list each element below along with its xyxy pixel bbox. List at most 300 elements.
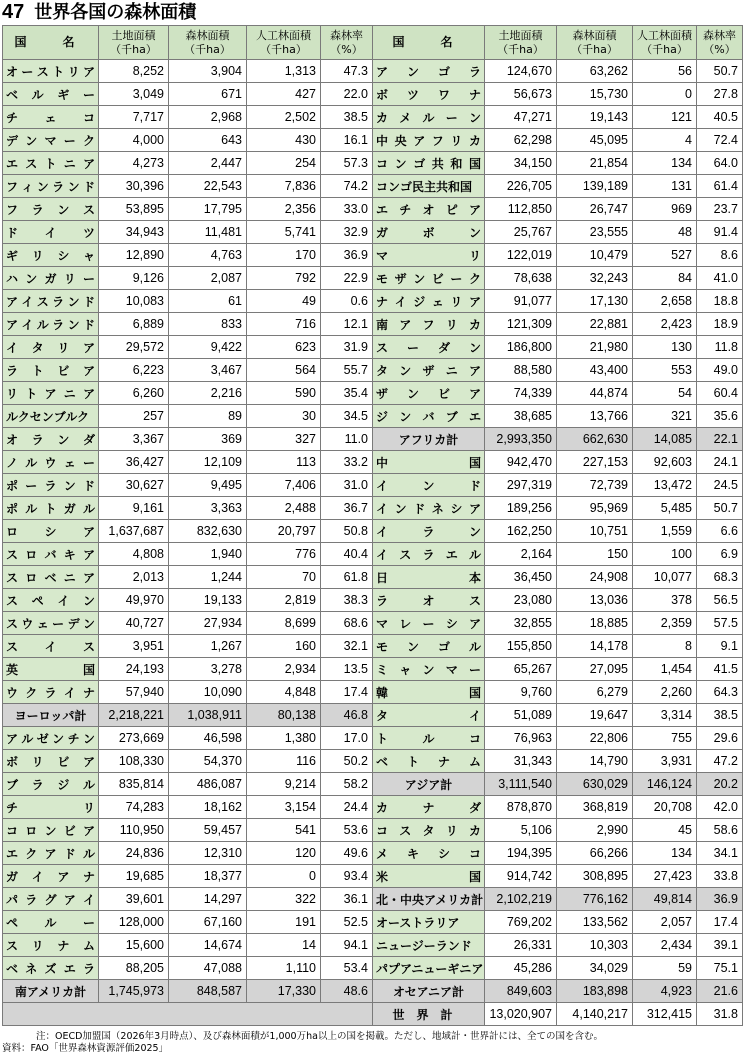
country-name: ア ル ゼ ン チ ン [3, 727, 99, 750]
header-forest: 森林面積 （千ha） [169, 26, 247, 60]
forest-rate: 17.0 [321, 727, 373, 750]
forest-rate: 35.4 [321, 382, 373, 405]
table-row [3, 934, 743, 957]
forest-area: 2,447 [169, 152, 247, 175]
table-row [3, 980, 743, 1003]
forest-area: 183,898 [557, 980, 633, 1003]
forest-area: 1,267 [169, 635, 247, 658]
land-area: 23,080 [485, 589, 557, 612]
planted-area: 1,110 [247, 957, 321, 980]
forest-rate: 58.6 [697, 819, 743, 842]
forest-rate: 6.9 [697, 543, 743, 566]
forest-area: 21,980 [557, 336, 633, 359]
planted-area: 4 [633, 129, 697, 152]
table-row [3, 198, 743, 221]
land-area: 2,164 [485, 543, 557, 566]
forest-rate: 41.0 [697, 267, 743, 290]
forest-area: 9,495 [169, 474, 247, 497]
forest-area: 3,278 [169, 658, 247, 681]
forest-rate: 72.4 [697, 129, 743, 152]
planted-area: 10,077 [633, 566, 697, 589]
table-row [3, 842, 743, 865]
forest-rate: 33.0 [321, 198, 373, 221]
forest-area: 6,279 [557, 681, 633, 704]
land-area: 4,808 [99, 543, 169, 566]
forest-rate: 68.6 [321, 612, 373, 635]
forest-rate: 91.4 [697, 221, 743, 244]
forest-rate: 49.6 [321, 842, 373, 865]
header-forest: 森林面積 （千ha） [557, 26, 633, 60]
forest-rate: 36.7 [321, 497, 373, 520]
forest-rate: 36.1 [321, 888, 373, 911]
forest-rate: 47.2 [697, 750, 743, 773]
table-row [3, 566, 743, 589]
forest-area: 63,262 [557, 60, 633, 83]
land-area: 13,020,907 [485, 1003, 557, 1026]
planted-area: 590 [247, 382, 321, 405]
forest-rate: 31.8 [697, 1003, 743, 1026]
table-row [3, 244, 743, 267]
country-name: イ ラ ン [373, 520, 485, 543]
country-name: 英 国 [3, 658, 99, 681]
forest-area: 22,806 [557, 727, 633, 750]
land-area: 30,627 [99, 474, 169, 497]
forest-rate: 34.1 [697, 842, 743, 865]
planted-area: 120 [247, 842, 321, 865]
country-name: イ ン ド ネ シ ア [373, 497, 485, 520]
header-planted: 人工林面積 （千ha） [247, 26, 321, 60]
forest-rate: 61.4 [697, 175, 743, 198]
forest-rate: 38.3 [321, 589, 373, 612]
forest-area: 13,036 [557, 589, 633, 612]
forest-area: 89 [169, 405, 247, 428]
planted-area: 776 [247, 543, 321, 566]
forest-rate: 48.6 [321, 980, 373, 1003]
country-name: コンゴ民主共和国 [373, 175, 485, 198]
table-row [3, 612, 743, 635]
header-planted: 人工林面積 （千ha） [633, 26, 697, 60]
forest-area: 139,189 [557, 175, 633, 198]
planted-area: 134 [633, 842, 697, 865]
country-name: ス イ ス [3, 635, 99, 658]
country-name: ポ ル ト ガ ル [3, 497, 99, 520]
land-area: 51,089 [485, 704, 557, 727]
land-area: 88,580 [485, 359, 557, 382]
forest-area: 630,029 [557, 773, 633, 796]
table-row [3, 451, 743, 474]
forest-rate: 35.6 [697, 405, 743, 428]
forest-rate: 33.8 [697, 865, 743, 888]
country-name: モ ザ ン ビ ー ク [373, 267, 485, 290]
land-area: 4,273 [99, 152, 169, 175]
forest-rate: 56.5 [697, 589, 743, 612]
land-area: 47,271 [485, 106, 557, 129]
forest-area: 61 [169, 290, 247, 313]
forest-rate: 50.8 [321, 520, 373, 543]
table-row [3, 129, 743, 152]
forest-area: 72,739 [557, 474, 633, 497]
country-name: ヨーロッパ計 [3, 704, 99, 727]
land-area: 110,950 [99, 819, 169, 842]
forest-rate: 94.1 [321, 934, 373, 957]
planted-area: 80,138 [247, 704, 321, 727]
forest-rate: 38.5 [697, 704, 743, 727]
planted-area: 8,699 [247, 612, 321, 635]
land-area: 56,673 [485, 83, 557, 106]
planted-area: 49 [247, 290, 321, 313]
country-name: ド イ ツ [3, 221, 99, 244]
country-name: 日 本 [373, 566, 485, 589]
land-area: 74,339 [485, 382, 557, 405]
forest-rate: 18.8 [697, 290, 743, 313]
forest-rate: 6.6 [697, 520, 743, 543]
land-area: 40,727 [99, 612, 169, 635]
land-area: 10,083 [99, 290, 169, 313]
country-name: ベ ル ギ ー [3, 83, 99, 106]
land-area: 78,638 [485, 267, 557, 290]
country-name: エ ク ア ド ル [3, 842, 99, 865]
forest-rate: 34.5 [321, 405, 373, 428]
forest-rate: 31.0 [321, 474, 373, 497]
country-name: ザ ン ビ ア [373, 382, 485, 405]
empty-cell [3, 1003, 373, 1026]
forest-rate: 22.9 [321, 267, 373, 290]
land-area: 194,395 [485, 842, 557, 865]
land-area: 2,218,221 [99, 704, 169, 727]
land-area: 9,126 [99, 267, 169, 290]
land-area: 9,161 [99, 497, 169, 520]
forest-rate: 32.9 [321, 221, 373, 244]
country-name: ブ ラ ジ ル [3, 773, 99, 796]
planted-area: 0 [633, 83, 697, 106]
planted-area: 4,848 [247, 681, 321, 704]
planted-area: 4,923 [633, 980, 697, 1003]
land-area: 273,669 [99, 727, 169, 750]
country-name: イ ン ド [373, 474, 485, 497]
country-name: イ ス ラ エ ル [373, 543, 485, 566]
forest-rate: 38.5 [321, 106, 373, 129]
table-row [3, 474, 743, 497]
planted-area: 92,603 [633, 451, 697, 474]
country-name: ス ウ ェ ー デ ン [3, 612, 99, 635]
forest-area: 671 [169, 83, 247, 106]
planted-area: 170 [247, 244, 321, 267]
forest-area: 133,562 [557, 911, 633, 934]
forest-rate: 39.1 [697, 934, 743, 957]
forest-area: 34,029 [557, 957, 633, 980]
forest-rate: 58.2 [321, 773, 373, 796]
planted-area: 146,124 [633, 773, 697, 796]
planted-area: 2,260 [633, 681, 697, 704]
planted-area: 792 [247, 267, 321, 290]
forest-area: 95,969 [557, 497, 633, 520]
land-area: 65,267 [485, 658, 557, 681]
country-name: ナ イ ジ ェ リ ア [373, 290, 485, 313]
land-area: 942,470 [485, 451, 557, 474]
country-name: ラ ト ビ ア [3, 359, 99, 382]
land-area: 24,836 [99, 842, 169, 865]
country-name: マ リ [373, 244, 485, 267]
planted-area: 191 [247, 911, 321, 934]
land-area: 7,717 [99, 106, 169, 129]
land-area: 91,077 [485, 290, 557, 313]
land-area: 19,685 [99, 865, 169, 888]
forest-rate: 31.9 [321, 336, 373, 359]
land-area: 26,331 [485, 934, 557, 957]
forest-area: 662,630 [557, 428, 633, 451]
country-name: ト ル コ [373, 727, 485, 750]
forest-area: 848,587 [169, 980, 247, 1003]
planted-area: 3,314 [633, 704, 697, 727]
country-name: 北・中央アメリカ計 [373, 888, 485, 911]
planted-area: 20,708 [633, 796, 697, 819]
country-name: ス ロ ベ ニ ア [3, 566, 99, 589]
forest-area: 2,990 [557, 819, 633, 842]
planted-area: 2,057 [633, 911, 697, 934]
table-row [3, 658, 743, 681]
forest-rate: 50.7 [697, 60, 743, 83]
planted-area: 9,214 [247, 773, 321, 796]
forest-area: 19,133 [169, 589, 247, 612]
forest-area: 10,751 [557, 520, 633, 543]
planted-area: 121 [633, 106, 697, 129]
country-name: ジ ン バ ブ エ [373, 405, 485, 428]
table-header [3, 26, 743, 60]
country-name: 中 央 ア フ リ カ [373, 129, 485, 152]
table-row [3, 681, 743, 704]
planted-area: 3,154 [247, 796, 321, 819]
forest-rate: 8.6 [697, 244, 743, 267]
forest-area: 45,095 [557, 129, 633, 152]
planted-area: 2,423 [633, 313, 697, 336]
forest-area: 27,095 [557, 658, 633, 681]
forest-area: 2,087 [169, 267, 247, 290]
table-row [3, 796, 743, 819]
table-row [3, 819, 743, 842]
planted-area: 84 [633, 267, 697, 290]
land-area: 3,049 [99, 83, 169, 106]
forest-area: 17,795 [169, 198, 247, 221]
forest-area: 21,854 [557, 152, 633, 175]
footnote: 注：OECD加盟国（2026年3月時点）、及び森林面積が1,000万ha以上の国を掲載。ただし、地域計・世界計には、全ての国を含む。 [36, 1031, 603, 1042]
forest-rate: 22.0 [321, 83, 373, 106]
forest-area: 14,790 [557, 750, 633, 773]
table-row [3, 290, 743, 313]
forest-area: 26,747 [557, 198, 633, 221]
forest-rate: 16.1 [321, 129, 373, 152]
forest-rate: 41.5 [697, 658, 743, 681]
table-row [3, 520, 743, 543]
country-name: ア ン ゴ ラ [373, 60, 485, 83]
header-rate: 森林率 （%） [321, 26, 373, 60]
country-name: カ ナ ダ [373, 796, 485, 819]
country-name: カ メ ル ー ン [373, 106, 485, 129]
forest-rate: 21.6 [697, 980, 743, 1003]
forest-area: 18,885 [557, 612, 633, 635]
planted-area: 14,085 [633, 428, 697, 451]
land-area: 6,260 [99, 382, 169, 405]
forest-area: 47,088 [169, 957, 247, 980]
forest-rate: 61.8 [321, 566, 373, 589]
planted-area: 327 [247, 428, 321, 451]
planted-area: 45 [633, 819, 697, 842]
land-area: 3,111,540 [485, 773, 557, 796]
country-name: アフリカ計 [373, 428, 485, 451]
forest-area: 3,467 [169, 359, 247, 382]
land-area: 189,256 [485, 497, 557, 520]
country-name: パプアニューギニア [373, 957, 485, 980]
land-area: 39,601 [99, 888, 169, 911]
country-name: オ ラ ン ダ [3, 428, 99, 451]
country-name: ボ リ ビ ア [3, 750, 99, 773]
country-name: メ キ シ コ [373, 842, 485, 865]
forest-area: 308,895 [557, 865, 633, 888]
planted-area: 20,797 [247, 520, 321, 543]
country-name: オーストラリア [373, 911, 485, 934]
title-number: 47 [2, 1, 25, 23]
country-name: ウ ク ラ イ ナ [3, 681, 99, 704]
planted-area: 0 [247, 865, 321, 888]
table-row [3, 589, 743, 612]
forest-area: 66,266 [557, 842, 633, 865]
forest-area: 832,630 [169, 520, 247, 543]
forest-rate: 9.1 [697, 635, 743, 658]
land-area: 124,670 [485, 60, 557, 83]
forest-rate: 40.4 [321, 543, 373, 566]
forest-area: 1,038,911 [169, 704, 247, 727]
land-area: 6,223 [99, 359, 169, 382]
forest-area: 833 [169, 313, 247, 336]
table-row [3, 750, 743, 773]
forest-rate: 60.4 [697, 382, 743, 405]
country-name: コ ス タ リ カ [373, 819, 485, 842]
country-name: マ レ ー シ ア [373, 612, 485, 635]
forest-rate: 52.5 [321, 911, 373, 934]
country-name: フ ラ ン ス [3, 198, 99, 221]
forest-rate: 55.7 [321, 359, 373, 382]
forest-rate: 53.6 [321, 819, 373, 842]
table-row [3, 313, 743, 336]
land-area: 1,637,687 [99, 520, 169, 543]
country-name: オセアニア計 [373, 980, 485, 1003]
land-area: 57,940 [99, 681, 169, 704]
country-name: ミ ャ ン マ ー [373, 658, 485, 681]
land-area: 49,970 [99, 589, 169, 612]
forest-area: 4,763 [169, 244, 247, 267]
country-name: ロ シ ア [3, 520, 99, 543]
land-area: 76,963 [485, 727, 557, 750]
land-area: 257 [99, 405, 169, 428]
forest-area: 18,377 [169, 865, 247, 888]
planted-area: 553 [633, 359, 697, 382]
planted-area: 1,454 [633, 658, 697, 681]
planted-area: 2,658 [633, 290, 697, 313]
country-name: タ ン ザ ニ ア [373, 359, 485, 382]
forest-area: 2,216 [169, 382, 247, 405]
land-area: 6,889 [99, 313, 169, 336]
forest-rate: 18.9 [697, 313, 743, 336]
forest-rate: 57.5 [697, 612, 743, 635]
land-area: 24,193 [99, 658, 169, 681]
forest-area: 1,244 [169, 566, 247, 589]
planted-area: 527 [633, 244, 697, 267]
planted-area: 100 [633, 543, 697, 566]
planted-area: 322 [247, 888, 321, 911]
planted-area: 2,356 [247, 198, 321, 221]
land-area: 297,319 [485, 474, 557, 497]
land-area: 36,450 [485, 566, 557, 589]
land-area: 849,603 [485, 980, 557, 1003]
country-name: ルクセンブルク [3, 405, 99, 428]
table-row [3, 359, 743, 382]
planted-area: 5,485 [633, 497, 697, 520]
land-area: 8,252 [99, 60, 169, 83]
forest-rate: 33.2 [321, 451, 373, 474]
planted-area: 134 [633, 152, 697, 175]
country-name: ス ペ イ ン [3, 589, 99, 612]
planted-area: 116 [247, 750, 321, 773]
country-name: ポ ー ラ ン ド [3, 474, 99, 497]
country-name: ス ロ バ キ ア [3, 543, 99, 566]
planted-area: 312,415 [633, 1003, 697, 1026]
country-name: ガ イ ア ナ [3, 865, 99, 888]
forest-area: 19,143 [557, 106, 633, 129]
land-area: 914,742 [485, 865, 557, 888]
land-area: 34,150 [485, 152, 557, 175]
land-area: 162,250 [485, 520, 557, 543]
planted-area: 2,434 [633, 934, 697, 957]
country-name: デ ン マ ー ク [3, 129, 99, 152]
country-name: コ ロ ン ビ ア [3, 819, 99, 842]
country-name: ハ ン ガ リ ー [3, 267, 99, 290]
forest-rate: 46.8 [321, 704, 373, 727]
planted-area: 113 [247, 451, 321, 474]
forest-rate: 24.4 [321, 796, 373, 819]
land-area: 155,850 [485, 635, 557, 658]
land-area: 30,396 [99, 175, 169, 198]
forest-area: 10,090 [169, 681, 247, 704]
planted-area: 2,934 [247, 658, 321, 681]
forest-rate: 22.1 [697, 428, 743, 451]
forest-rate: 49.0 [697, 359, 743, 382]
table-row [3, 727, 743, 750]
country-name: ベ ネ ズ エ ラ [3, 957, 99, 980]
header-name: 国 名 [3, 26, 99, 60]
land-area: 835,814 [99, 773, 169, 796]
forest-area-table [2, 25, 743, 1026]
table-row [3, 428, 743, 451]
table-row [3, 1003, 743, 1026]
forest-area: 14,297 [169, 888, 247, 911]
land-area: 29,572 [99, 336, 169, 359]
forest-rate: 24.5 [697, 474, 743, 497]
land-area: 36,427 [99, 451, 169, 474]
forest-rate: 0.6 [321, 290, 373, 313]
country-name: フ ィ ン ラ ン ド [3, 175, 99, 198]
forest-rate: 53.4 [321, 957, 373, 980]
country-name: チ ェ コ [3, 106, 99, 129]
land-area: 108,330 [99, 750, 169, 773]
country-name: エ ス ト ニ ア [3, 152, 99, 175]
forest-rate: 57.3 [321, 152, 373, 175]
table-row [3, 704, 743, 727]
forest-area: 1,940 [169, 543, 247, 566]
forest-area: 14,674 [169, 934, 247, 957]
forest-area: 9,422 [169, 336, 247, 359]
forest-area: 14,178 [557, 635, 633, 658]
forest-rate: 50.2 [321, 750, 373, 773]
land-area: 45,286 [485, 957, 557, 980]
